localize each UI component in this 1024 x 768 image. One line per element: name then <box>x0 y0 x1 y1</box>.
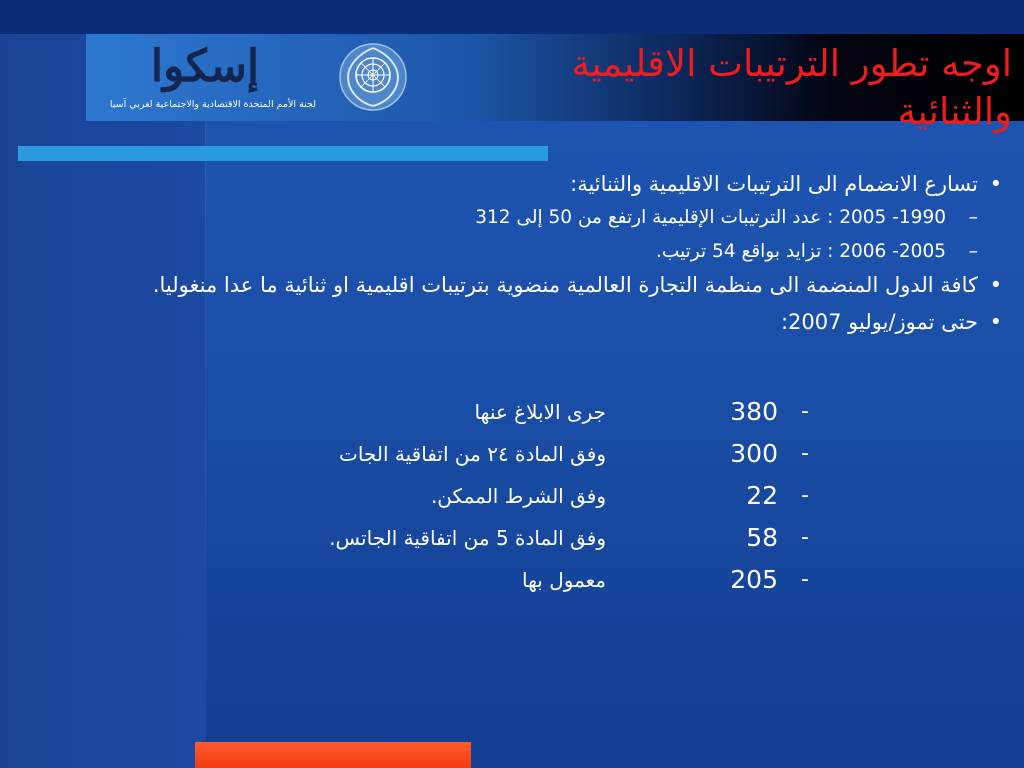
stat-number: 22 <box>746 481 778 510</box>
escwa-logo-subtitle: لجنة الأمم المتحدة الاقتصادية والاجتماعية لغربي آسيا <box>109 99 317 110</box>
bullet-text: كافة الدول المنضمة الى منظمة التجارة العالمية منضوية بترتيبات اقليمية او ثنائية ما عدا منغوليا. <box>152 273 978 297</box>
bullet-item <box>14 168 1004 201</box>
stat-number: 380 <box>730 397 778 426</box>
stat-row <box>0 518 1024 558</box>
stat-description: وفق المادة ٢٤ من اتفاقية الجات <box>339 442 606 466</box>
slide-content <box>14 168 1004 339</box>
stat-number: 300 <box>730 439 778 468</box>
sub-bullet-item <box>14 235 1004 269</box>
stat-dash: - <box>801 567 809 592</box>
stat-number: 58 <box>746 523 778 552</box>
bullet-icon: • <box>989 172 1002 196</box>
sub-bullet-text: 2005- 2006 : تزايد بواقع 54 ترتيب. <box>656 241 946 262</box>
title-underline-rule <box>18 146 548 161</box>
dash-icon: – <box>968 207 978 228</box>
sub-bullet-item <box>14 201 1004 235</box>
bullet-icon: • <box>989 273 1002 297</box>
stat-description: جرى الابلاغ عنها <box>474 400 606 424</box>
stat-number: 205 <box>730 565 778 594</box>
bullet-icon: • <box>989 310 1002 334</box>
bullet-item <box>14 306 1004 339</box>
stat-dash: - <box>801 525 809 550</box>
stat-description: وفق الشرط الممكن. <box>430 484 606 508</box>
top-band <box>0 0 1024 34</box>
un-emblem-icon <box>338 42 408 112</box>
stat-dash: - <box>801 483 809 508</box>
bullet-text: تسارع الانضمام الى الترتيبات الاقليمية والثنائية: <box>570 172 978 196</box>
stat-row <box>0 476 1024 516</box>
dash-icon: – <box>968 241 978 262</box>
stat-description: وفق المادة 5 من اتفاقية الجاتس. <box>329 526 606 550</box>
stat-dash: - <box>801 441 809 466</box>
escwa-logo-text: إسكوا <box>150 41 260 92</box>
stat-description: معمول بها <box>521 568 606 592</box>
bullet-item <box>14 269 1004 302</box>
stats-list <box>0 392 1024 602</box>
bottom-accent-bar <box>195 742 471 768</box>
sub-bullet-text: 1990- 2005 : عدد الترتيبات الإقليمية ارتفع من 50 إلى 312 <box>475 207 946 228</box>
stat-row <box>0 392 1024 432</box>
stat-row <box>0 560 1024 600</box>
stat-row <box>0 434 1024 474</box>
slide-title: اوجه تطور الترتيبات الاقليمية والثنائية <box>571 42 1012 133</box>
bullet-text: حتى تموز/يوليو 2007: <box>780 310 978 334</box>
stat-dash: - <box>801 399 809 424</box>
